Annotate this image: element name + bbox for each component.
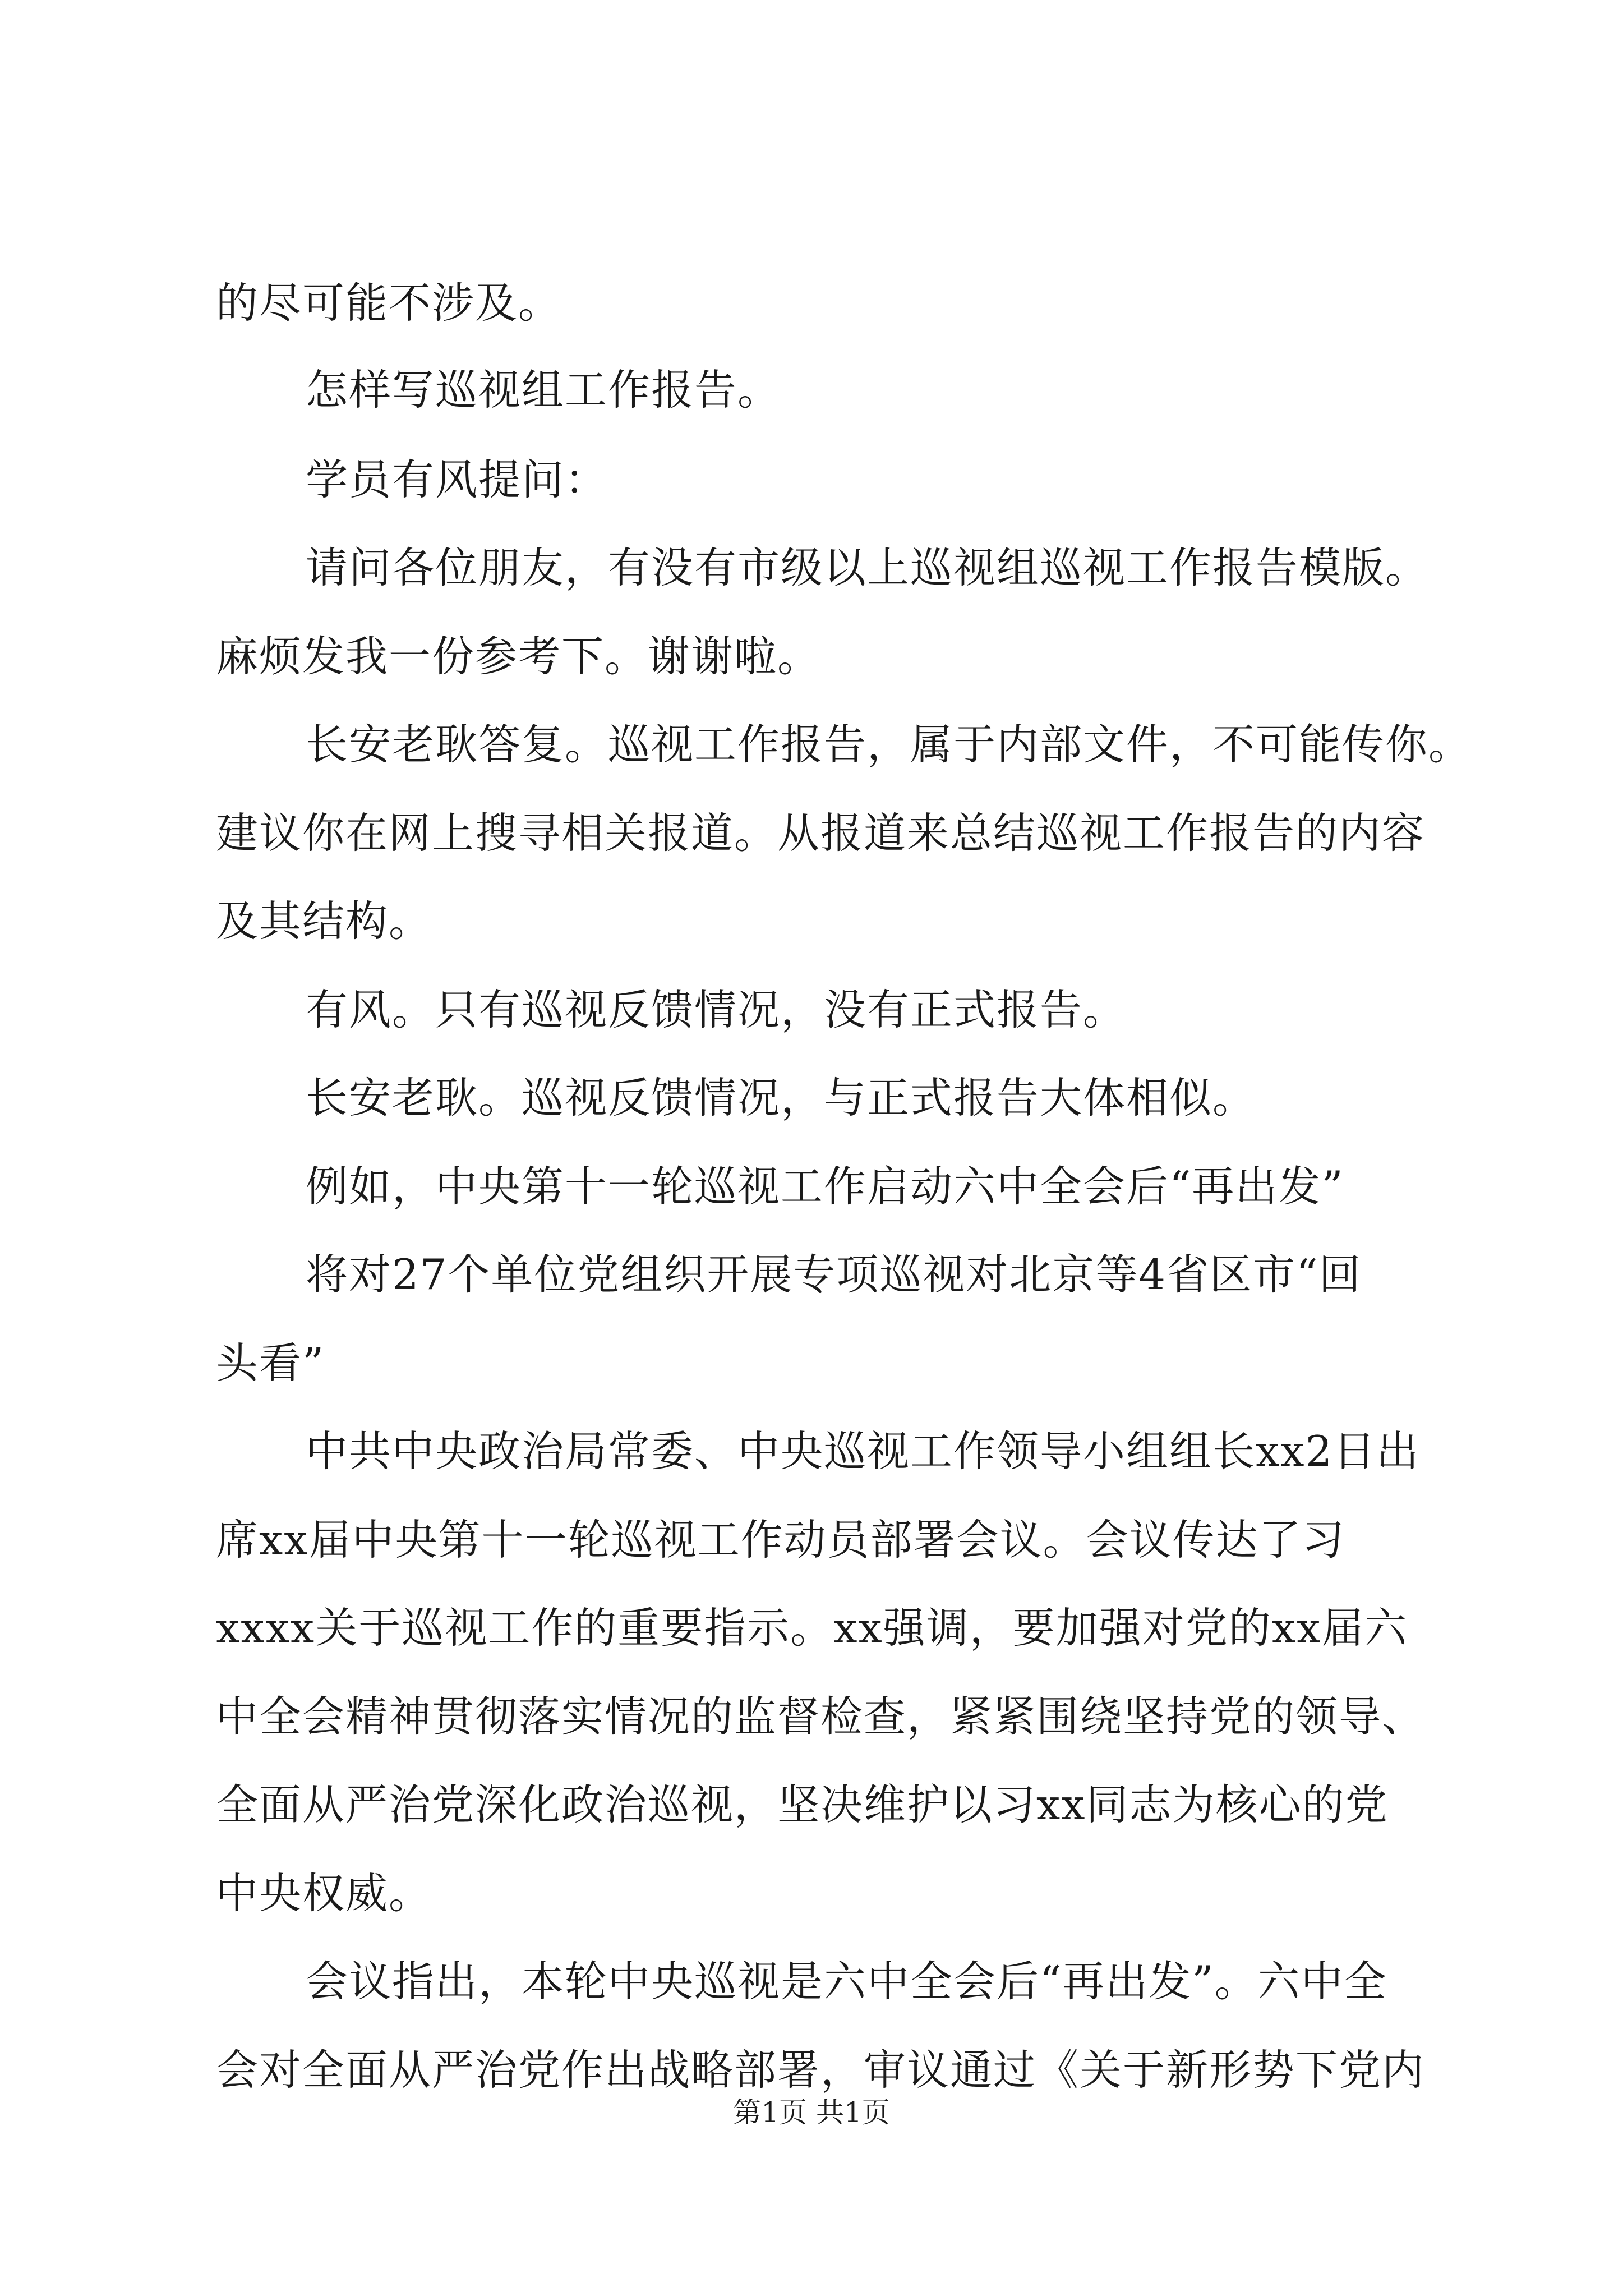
text-line: 有风。只有巡视反馈情况，没有正式报告。 — [306, 985, 1127, 1034]
text-line: 及其结构。 — [216, 896, 432, 946]
page-number-footer: 第1页 共1页 — [733, 2096, 890, 2129]
text-line: 麻烦发我一份参考下。谢谢啦。 — [216, 632, 821, 681]
text-line: 长安老耿答复。巡视工作报告，属于内部文件，不可能传你。 — [306, 720, 1472, 769]
text-line: 怎样写巡视组工作报告。 — [306, 365, 781, 415]
text-line: 会对全面从严治党作出战略部署，审议通过《关于新形势下党内 — [216, 2045, 1426, 2095]
text-line: 席xx届中央第十一轮巡视工作动员部署会议。会议传达了习 — [216, 1515, 1345, 1565]
text-line: xxxx关于巡视工作的重要指示。xx强调，要加强对党的xx届六 — [216, 1603, 1408, 1653]
text-line: 中全会精神贯彻落实情况的监督检查，紧紧围绕坚持党的领导、 — [216, 1692, 1426, 1741]
text-line: 中共中央政治局常委、中央巡视工作领导小组组长xx2日出 — [306, 1427, 1420, 1476]
text-line: 将对27个单位党组织开展专项巡视对北京等4省区市“回 — [306, 1250, 1362, 1299]
text-line: 中央权威。 — [216, 1869, 432, 1918]
text-line: 全面从严治党深化政治巡视，坚决维护以习xx同志为核心的党 — [216, 1780, 1389, 1829]
text-line: 学员有风提问： — [306, 455, 608, 504]
text-line: 请问各位朋友，有没有市级以上巡视组巡视工作报告模版。 — [306, 543, 1429, 592]
text-line: 头看” — [216, 1338, 325, 1388]
text-line: 的尽可能不涉及。 — [216, 278, 562, 328]
text-line: 例如，中央第十一轮巡视工作启动六中全会后“再出发” — [306, 1162, 1344, 1211]
text-line: 长安老耿。巡视反馈情况，与正式报告大体相似。 — [306, 1073, 1256, 1122]
text-line: 会议指出，本轮中央巡视是六中全会后“再出发”。六中全 — [306, 1957, 1387, 2006]
text-line: 建议你在网上搜寻相关报道。从报道来总结巡视工作报告的内容 — [216, 808, 1426, 858]
